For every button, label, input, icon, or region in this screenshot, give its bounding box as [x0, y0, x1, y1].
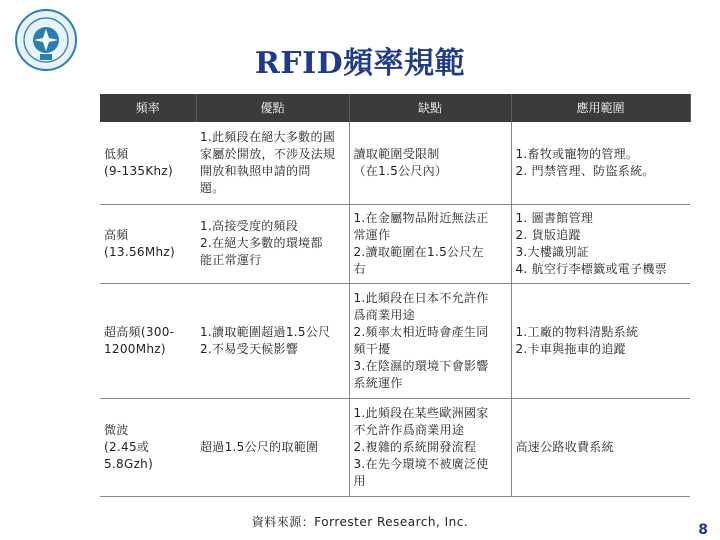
- cell-line: (2.45或: [104, 439, 150, 454]
- cell-line: 題。: [200, 180, 225, 195]
- cell-line: 不允許作爲商業用途: [353, 422, 465, 437]
- cell-line: 1.此頻段在某些歐洲國家: [353, 405, 489, 420]
- cell-line: 4. 航空行李標籤或電子機票: [515, 261, 667, 276]
- cell-line: 1200Mhz): [104, 341, 166, 356]
- cell-line: 2.不易受天候影響: [200, 341, 299, 356]
- cell-line: 高速公路收費系統: [515, 439, 614, 454]
- cell-applications: [511, 283, 690, 398]
- cell-line: 3.在先今環境不被廣泛使: [353, 456, 489, 471]
- table-header-row: [100, 94, 690, 122]
- cell-line: 低頻: [104, 146, 129, 161]
- cell-frequency: [100, 283, 196, 398]
- cell-cons: [349, 204, 511, 283]
- cell-line: 1.在金屬物品附近無法正: [353, 210, 489, 225]
- cell-line: 1.工廠的物料清點系統: [515, 324, 639, 339]
- table-row: [100, 398, 690, 496]
- cell-line: 2. 門禁管理、防盜系統。: [515, 163, 655, 178]
- page-number: 8: [698, 522, 708, 538]
- cell-cons: [349, 122, 511, 204]
- cell-pros: [196, 283, 349, 398]
- header-cons: 缺點: [349, 94, 511, 122]
- cell-pros: [196, 204, 349, 283]
- cell-line: 讀取範圍受限制: [353, 146, 440, 161]
- cell-frequency: [100, 204, 196, 283]
- cell-pros: [196, 398, 349, 496]
- cell-line: 2.在絕大多數的環境都: [200, 236, 323, 250]
- header-frequency: 頻率: [100, 94, 196, 122]
- cell-applications: [511, 122, 690, 204]
- cell-line: 超過1.5公尺的取範圍: [200, 439, 319, 454]
- cell-line: 系統運作: [353, 375, 403, 390]
- cell-applications: [511, 398, 690, 496]
- cell-line: 能正常運行: [200, 253, 262, 267]
- table-row: [100, 122, 690, 204]
- cell-line: 5.8Gzh): [104, 456, 154, 471]
- slide-title: RFID頻率規範: [254, 46, 466, 81]
- cell-line: 頻干擾: [353, 341, 391, 356]
- cell-applications: [511, 204, 690, 283]
- cell-line: （在1.5公尺內）: [353, 163, 448, 178]
- cell-frequency: [100, 398, 196, 496]
- cell-cons: [349, 283, 511, 398]
- cell-line: 高頻: [104, 227, 129, 242]
- cell-line: 1. 圖書館管理: [515, 210, 594, 225]
- cell-line: (13.56Mhz): [104, 244, 175, 259]
- table-row: [100, 204, 690, 283]
- cell-line: 常運作: [353, 227, 391, 242]
- cell-line: 1.讀取範圍超過1.5公尺: [200, 324, 331, 339]
- cell-line: 爲商業用途: [353, 307, 416, 322]
- cell-cons: [349, 398, 511, 496]
- cell-line: 家屬於開放，不涉及法規: [200, 146, 336, 161]
- header-applications: 應用範圍: [511, 94, 690, 122]
- cell-line: 1.此頻段在絕大多數的國: [200, 129, 336, 144]
- cell-line: 1.畜牧或寵物的管理。: [515, 146, 639, 161]
- cell-line: 3.在陰濕的環境下會影響: [353, 358, 489, 373]
- cell-line: (9-135Khz): [104, 163, 174, 178]
- cell-line: 2.複雜的系統開發流程: [353, 439, 477, 454]
- table-row: [100, 283, 690, 398]
- source-citation: 資料來源：Forrester Research, Inc.: [251, 515, 469, 529]
- cell-line: 用: [353, 473, 366, 488]
- cell-line: 2.卡車與拖車的追蹤: [515, 341, 626, 356]
- cell-pros: [196, 122, 349, 204]
- cell-line: 1.此頻段在日本不允許作: [353, 290, 489, 305]
- cell-line: 2. 貨版追蹤: [515, 227, 581, 242]
- cell-line: 右: [353, 261, 366, 276]
- header-pros: 優點: [196, 94, 349, 122]
- rfid-frequency-table: [100, 94, 691, 497]
- cell-line: 3.大樓識別証: [515, 244, 590, 259]
- cell-line: 1.高接受度的頻段: [200, 219, 299, 233]
- cell-line: 2.讀取範圍在1.5公尺左: [353, 244, 484, 259]
- cell-line: 開放和執照申請的問: [200, 163, 311, 178]
- cell-frequency: [100, 122, 196, 204]
- cell-line: 2.頻率太相近時會產生同: [353, 324, 489, 339]
- cell-line: 微波: [104, 422, 129, 437]
- cell-line: 超高頻(300-: [104, 324, 175, 339]
